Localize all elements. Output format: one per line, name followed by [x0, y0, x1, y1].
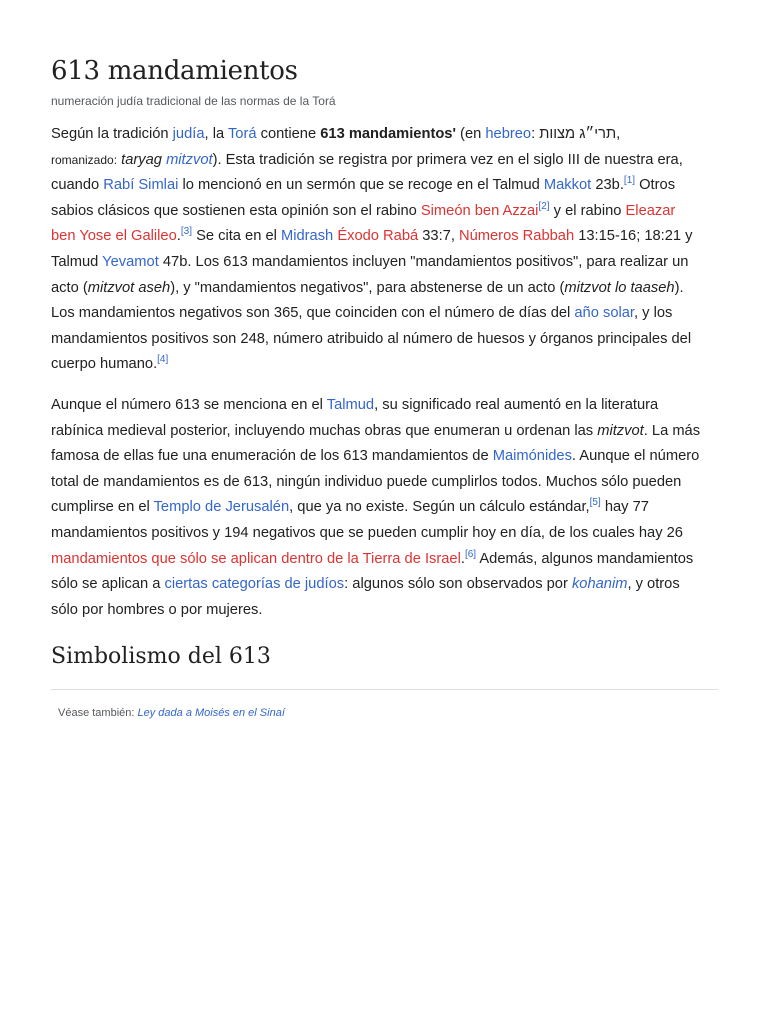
text: : algunos sólo son observados por: [344, 576, 572, 593]
italic-term: mitzvot aseh: [87, 279, 171, 296]
text: (en: [455, 126, 486, 142]
romanized-label: romanizado:: [51, 152, 118, 167]
page-subtitle: numeración judía tradicional de las normas de la Torá: [51, 94, 336, 108]
text: :: [531, 126, 540, 142]
text: ,: [616, 126, 621, 142]
text: 13:15-16; 18:21 y Talmud: [51, 228, 693, 270]
italic-term: taryag: [121, 151, 162, 168]
link-exodo-raba[interactable]: Éxodo Rabá: [337, 228, 419, 245]
link-tierra-de-israel[interactable]: mandamientos que sólo se aplican dentro de la Tierra de Israel: [51, 550, 461, 567]
link-numeros-rabbah[interactable]: Números Rabbah: [459, 228, 575, 245]
page-title: 613 mandamientos: [51, 56, 298, 86]
text: , y otros sólo por hombres o por mujeres.: [51, 576, 680, 618]
text: .: [460, 550, 465, 567]
reference-5[interactable]: [5]: [589, 497, 601, 509]
text: Además, algunos mandamientos sólo se aplican a: [51, 550, 694, 593]
text: Aunque el número 613 se menciona en el: [51, 397, 327, 413]
second-paragraph: [51, 393, 701, 623]
link-mitzvot-text: mitzvot: [166, 151, 213, 168]
reference-1[interactable]: [1]: [623, 175, 636, 187]
text: 47b. Los 613 mandamientos incluyen "mandamientos positivos", para realizar un acto (: [51, 253, 689, 296]
text: . La más famosa de ellas fue una enumeración de los 613 mandamientos de: [51, 422, 701, 465]
link-eleazar-ben-yose[interactable]: Eleazar ben Yose el Galileo: [51, 202, 676, 245]
text: lo mencionó en un sermón que se recoge en el Talmud: [178, 177, 544, 194]
link-tora[interactable]: Torá: [227, 126, 257, 142]
intro-paragraph: [51, 122, 701, 378]
text: Otros sabios clásicos que sostienen esta opinión son el rabino: [51, 177, 676, 219]
text: contiene: [256, 126, 321, 142]
text: , y los mandamientos positivos son 248, número atribuido al número de huesos y órganos principales del cuerpo humano.: [51, 305, 692, 373]
text: , la: [204, 126, 228, 142]
italic-term: mitzvot lo taaseh: [564, 279, 675, 296]
text: , su significado real aumentó en la literatura rabínica medieval posterior, incluyendo muchas obras que enumeran u ordenan las: [51, 397, 659, 439]
see-also-note: [58, 707, 285, 719]
italic-term: mitzvot: [597, 422, 644, 439]
reference-4[interactable]: [4]: [157, 354, 169, 366]
text: 23b.: [591, 177, 624, 194]
text: ), y "mandamientos negativos", para abstenerse de un acto (: [170, 279, 565, 296]
link-simeon-ben-azzai[interactable]: Simeón ben Azzai: [420, 202, 539, 219]
link-mitzvot[interactable]: [166, 152, 213, 168]
text: .: [176, 228, 181, 245]
bold-term: 613 mandamientos': [320, 126, 456, 142]
link-categorias-judios[interactable]: ciertas categorías de judíos: [164, 576, 345, 593]
link-ano-solar[interactable]: año solar: [574, 305, 635, 322]
section-heading: Simbolismo del 613: [51, 644, 271, 669]
reference-6[interactable]: [6]: [464, 548, 477, 560]
link-hebreo[interactable]: hebreo: [485, 126, 532, 142]
link-kohanim-text: kohanim: [571, 576, 628, 593]
link-templo-jerusalen[interactable]: Templo de Jerusalén: [153, 499, 290, 516]
hebrew-text: תרי״ג מצוות: [539, 126, 617, 142]
see-also-label: Véase también:: [58, 707, 135, 719]
link-midrash[interactable]: Midrash: [280, 228, 334, 245]
text: Se cita en el: [191, 228, 281, 245]
text: ). Los mandamientos negativos son 365, que coinciden con el número de días del: [51, 279, 684, 322]
link-kohanim[interactable]: [572, 576, 628, 592]
reference-3[interactable]: [3]: [180, 226, 192, 238]
section-divider: [51, 689, 718, 690]
link-judia[interactable]: judía: [172, 126, 205, 142]
text: Según la tradición: [51, 126, 173, 142]
link-ley-moises-sinai[interactable]: Ley dada a Moisés en el Sinaí: [137, 707, 285, 719]
reference-2[interactable]: [2]: [538, 200, 550, 212]
link-makkot[interactable]: Makkot: [543, 177, 592, 194]
text: 33:7,: [418, 228, 459, 245]
text: , que ya no existe. Según un cálculo estándar,: [289, 499, 590, 516]
link-talmud[interactable]: Talmud: [326, 397, 375, 413]
text: y el rabino: [549, 202, 626, 219]
text: hay 77 mandamientos positivos y 194 negativos que se pueden cumplir hoy en día, de los cuales hay 26: [51, 499, 683, 541]
text: . Aunque el número total de mandamientos es de 613, ningún individuo puede cumplirlos todos. Muchos sólo pueden cumplirse en el: [51, 448, 700, 516]
text: ). Esta tradición se registra por primera vez en el siglo III de nuestra era, cuando: [51, 151, 683, 194]
link-maimonides[interactable]: Maimónides: [492, 448, 572, 465]
link-rabi-simlai[interactable]: Rabí Simlai: [103, 177, 179, 194]
link-yevamot[interactable]: Yevamot: [102, 253, 159, 270]
